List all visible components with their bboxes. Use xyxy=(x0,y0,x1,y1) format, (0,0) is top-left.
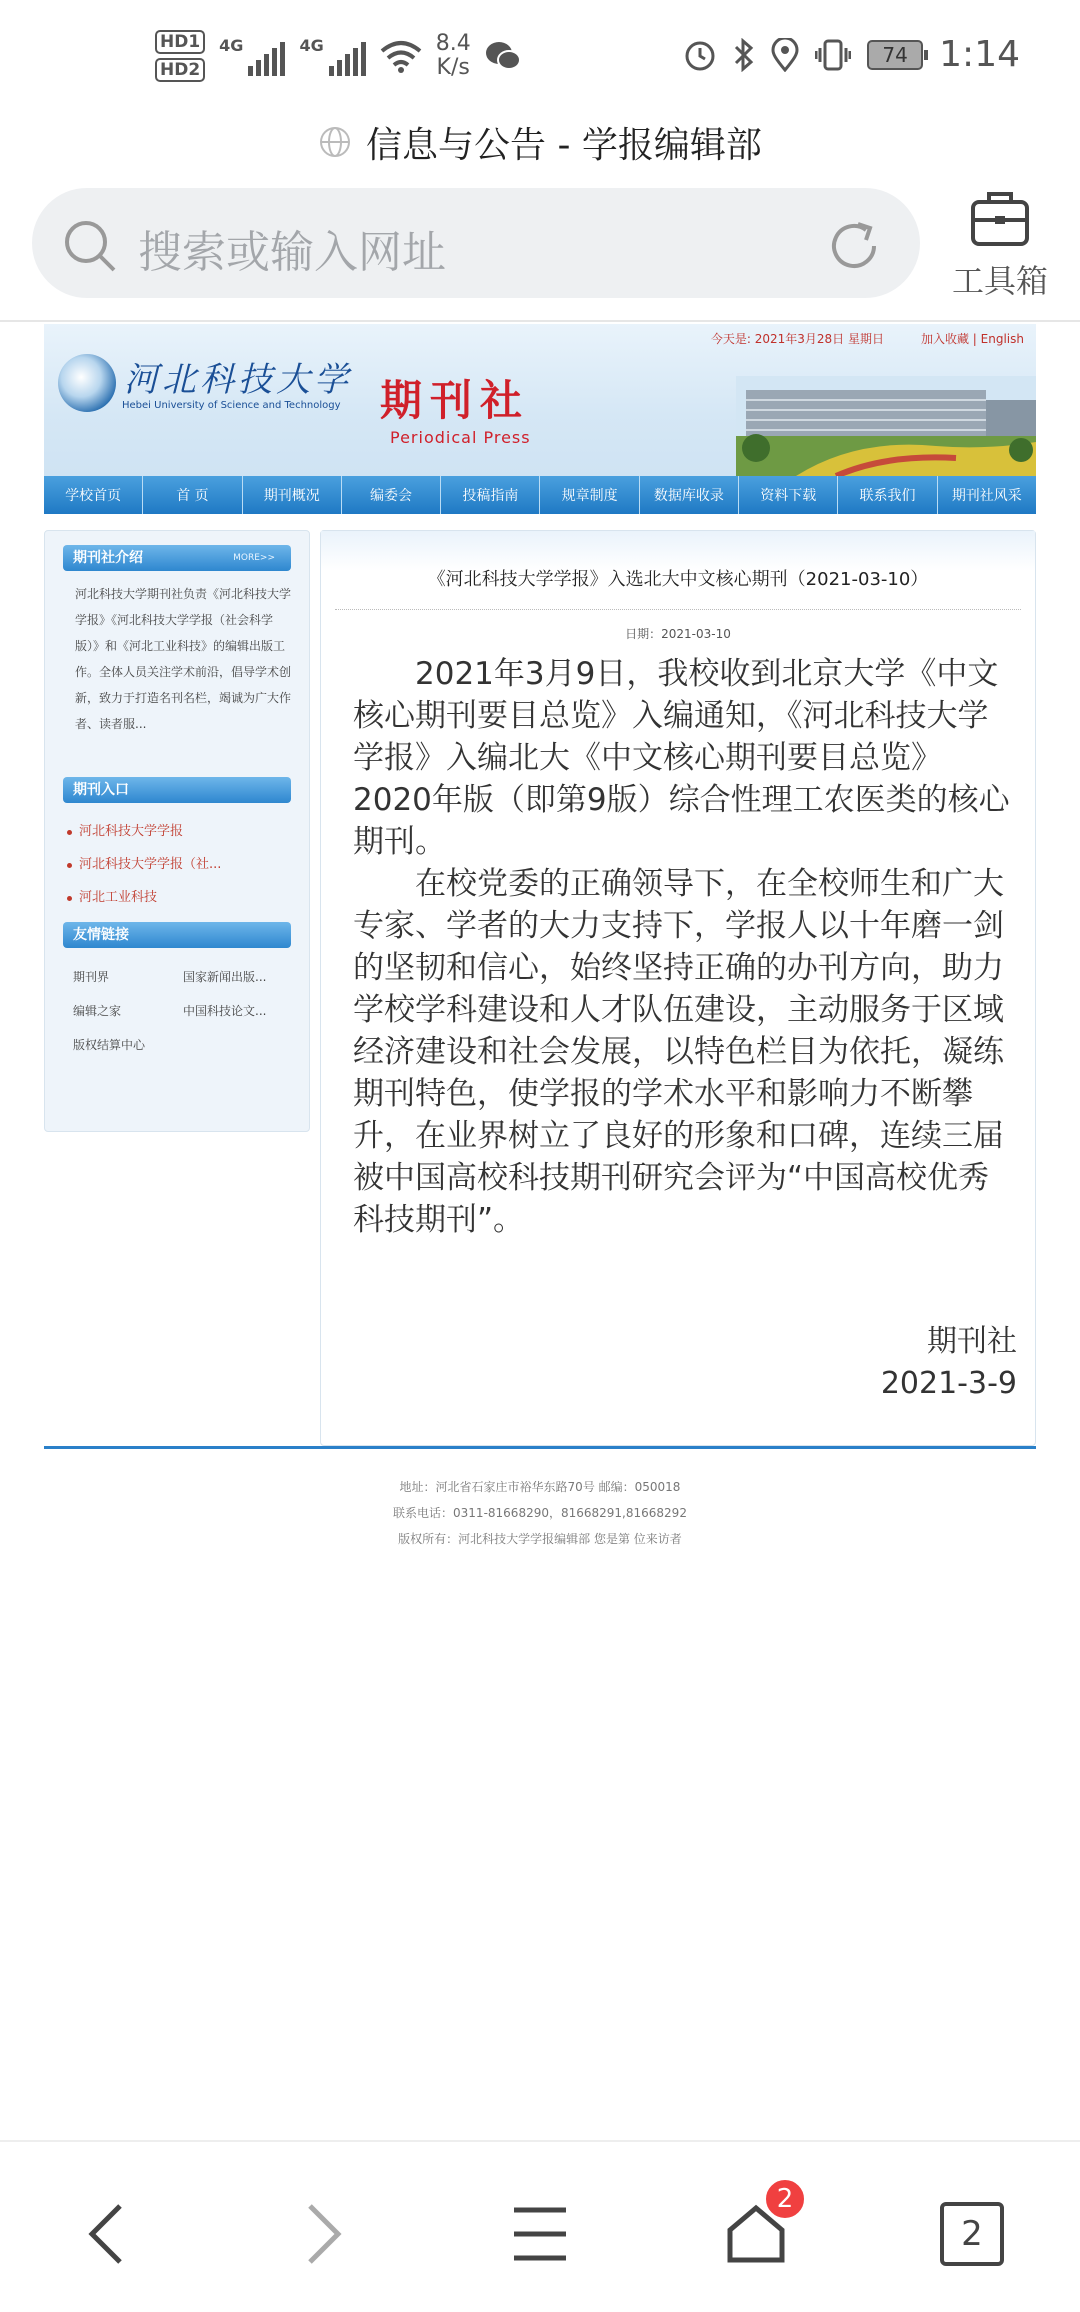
article-date: 日期：2021-03-10 xyxy=(625,627,731,641)
nav-item-school-home[interactable]: 学校首页 xyxy=(44,476,143,514)
press-name: 期刊社 xyxy=(380,376,531,425)
alarm-icon xyxy=(683,38,717,72)
sidebar-heading-links: 友情链接 xyxy=(63,922,291,948)
browser-bottom-bar xyxy=(0,2140,1080,2312)
press-name-en: Periodical Press xyxy=(390,428,531,447)
page-title-row xyxy=(0,110,1080,174)
article-panel xyxy=(320,530,1036,1446)
friend-link[interactable]: 国家新闻出版... xyxy=(183,970,267,984)
article-paragraph: 2021年3月9日，我校收到北京大学《中文核心期刊要目总览》入编通知，《河北科技大学学报》入编北大《中文核心期刊要目总览》2020年版（即第9版）综合性理工农医类的核心期刊。 xyxy=(353,656,1010,860)
status-bar xyxy=(0,0,1080,110)
footer-copyright: 版权所有：河北科技大学学报编辑部 您是第 位来访者 xyxy=(398,1532,682,1546)
divider xyxy=(335,609,1021,610)
vibrate-icon xyxy=(815,38,851,72)
wechat-icon xyxy=(485,40,521,72)
university-name: 河北科技大学 xyxy=(124,360,352,400)
sidebar xyxy=(44,530,310,1132)
refresh-icon[interactable] xyxy=(826,218,882,274)
hd-indicators xyxy=(155,30,205,82)
article-title: 《河北科技大学学报》入选北大中文核心期刊（2021-03-10） xyxy=(427,569,929,590)
footer-rule xyxy=(44,1446,1036,1449)
wifi-icon xyxy=(380,39,422,73)
forward-button[interactable] xyxy=(284,2194,364,2274)
friend-link[interactable]: 中国科技论文... xyxy=(183,1004,267,1018)
nav-item-home[interactable]: 首 页 xyxy=(143,476,242,514)
friend-links xyxy=(73,960,309,1062)
nav-item-downloads[interactable]: 资料下载 xyxy=(739,476,838,514)
toolbox-button[interactable] xyxy=(940,188,1060,302)
network-speed: 8.4 K/s xyxy=(435,31,471,80)
status-left xyxy=(155,30,521,82)
hd2-indicator: HD2 xyxy=(155,58,205,82)
journal-link[interactable]: 河北科技大学学报 xyxy=(79,815,309,848)
campus-photo xyxy=(736,376,1036,476)
signal-icon-2: 4G xyxy=(299,36,365,76)
battery-icon: 74 xyxy=(867,40,923,70)
university-name-en: Hebei University of Science and Technology xyxy=(122,400,341,411)
article-paragraph: 在校党委的正确领导下，在全校师生和广大专家、学者的大力支持下，学报人以十年磨一剑的坚韧和信心，始终坚持正确的办刊方向，助力学校学科建设和人才队伍建设，主动服务于区域经济建设和社会发展，以特色栏目为依托，凝练期刊特色，使学报的学术水平和影响力不断攀升，在业界树立了良好的形象和口碑，连续三届被中国高校科技期刊研究会评为“中国高校优秀科技期刊”。 xyxy=(353,866,1004,1238)
toolbox-label: 工具箱 xyxy=(951,262,1048,300)
status-right xyxy=(683,34,1020,75)
nav-item-submission-guide[interactable]: 投稿指南 xyxy=(441,476,540,514)
footer-address: 地址：河北省石家庄市裕华东路70号 邮编：050018 xyxy=(399,1480,681,1494)
divider xyxy=(0,320,1080,322)
nav-item-overview[interactable]: 期刊概况 xyxy=(243,476,342,514)
site-nav xyxy=(44,476,1036,514)
friend-link[interactable]: 编辑之家 xyxy=(73,1004,122,1018)
article-body xyxy=(353,653,1013,1241)
nav-item-editorial-board[interactable]: 编委会 xyxy=(342,476,441,514)
university-logo-icon xyxy=(58,354,116,412)
footer-phone: 联系电话：0311-81668290，81668291,81668292 xyxy=(393,1506,687,1520)
notification-badge: 2 xyxy=(764,2178,806,2220)
top-links[interactable]: 加入收藏 | English xyxy=(920,332,1024,346)
sidebar-heading-entry: 期刊入口 xyxy=(63,777,291,803)
location-icon xyxy=(771,38,799,72)
bluetooth-icon xyxy=(733,38,755,72)
nav-item-regulations[interactable]: 规章制度 xyxy=(540,476,639,514)
tabs-button[interactable] xyxy=(932,2194,1012,2274)
web-page xyxy=(44,324,1036,1546)
tabs-count: 2 xyxy=(940,2202,1004,2266)
article-signature: 期刊社 2021-3-9 xyxy=(880,1324,1017,1401)
menu-button[interactable] xyxy=(500,2194,580,2274)
hd1-indicator: HD1 xyxy=(155,30,205,54)
back-button[interactable] xyxy=(66,2194,146,2274)
forward-icon xyxy=(304,2202,344,2266)
press-intro-text: 河北科技大学期刊社负责《河北科技大学学报》《河北科技大学学报（社会科学版）》和《河北工业科技》的编辑出版工作。全体人员关注学术前沿，倡导学术创新，致力于打造名刊名栏，竭诚为广大作者、读者服... xyxy=(75,587,291,731)
nav-item-contact[interactable]: 联系我们 xyxy=(838,476,937,514)
site-banner xyxy=(44,324,1036,476)
friend-link[interactable]: 版权结算中心 xyxy=(73,1038,146,1052)
search-icon xyxy=(62,218,118,274)
nav-item-gallery[interactable]: 期刊社风采 xyxy=(951,488,1022,504)
back-icon xyxy=(86,2202,126,2266)
more-link[interactable]: MORE>> xyxy=(233,553,275,563)
site-footer xyxy=(44,1474,1036,1552)
search-placeholder: 搜索或输入网址 xyxy=(138,227,446,278)
clock: 1:14 xyxy=(939,34,1020,75)
menu-icon xyxy=(510,2204,570,2264)
journal-link[interactable]: 河北科技大学学报（社... xyxy=(79,848,309,881)
journal-entry-list xyxy=(45,815,309,914)
journal-link[interactable]: 河北工业科技 xyxy=(79,881,309,914)
nav-item-database[interactable]: 数据库收录 xyxy=(640,476,739,514)
page-title: 信息与公告 - 学报编辑部 xyxy=(366,124,762,166)
toolbox-icon xyxy=(969,188,1031,248)
sidebar-heading-intro: 期刊社介绍 MORE>> xyxy=(63,545,291,571)
today-date: 今天是: 2021年3月28日 星期日 xyxy=(710,332,884,346)
globe-icon xyxy=(318,125,352,159)
friend-link[interactable]: 期刊界 xyxy=(73,970,110,984)
search-input[interactable] xyxy=(32,188,920,298)
signal-icon-1: 4G xyxy=(219,36,285,76)
